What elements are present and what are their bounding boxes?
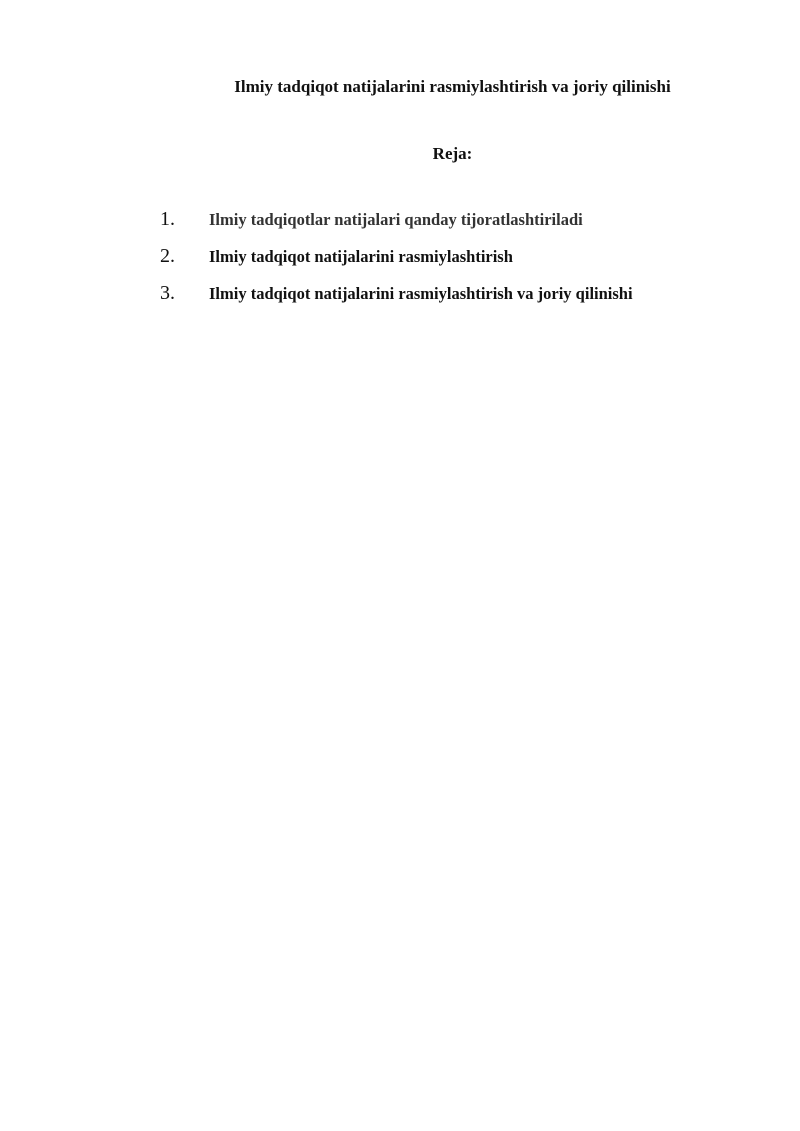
plan-heading: Reja:	[432, 144, 473, 163]
list-item-text: Ilmiy tadqiqot natijalarini rasmiylashtirish va joriy qilinishi	[209, 284, 633, 303]
list-item	[160, 243, 760, 280]
plan-list	[160, 206, 760, 317]
list-item-number: 3.	[160, 282, 175, 304]
list-item	[160, 206, 760, 243]
list-item-number: 1.	[160, 208, 175, 230]
list-item-text: Ilmiy tadqiqotlar natijalari qanday tijoratlashtiriladi	[209, 210, 583, 229]
list-item-text: Ilmiy tadqiqot natijalarini rasmiylashtirish	[209, 247, 513, 266]
document-title: Ilmiy tadqiqot natijalarini rasmiylashtirish va joriy qilinishi	[234, 77, 671, 96]
list-item	[160, 280, 760, 317]
list-item-number: 2.	[160, 245, 175, 267]
